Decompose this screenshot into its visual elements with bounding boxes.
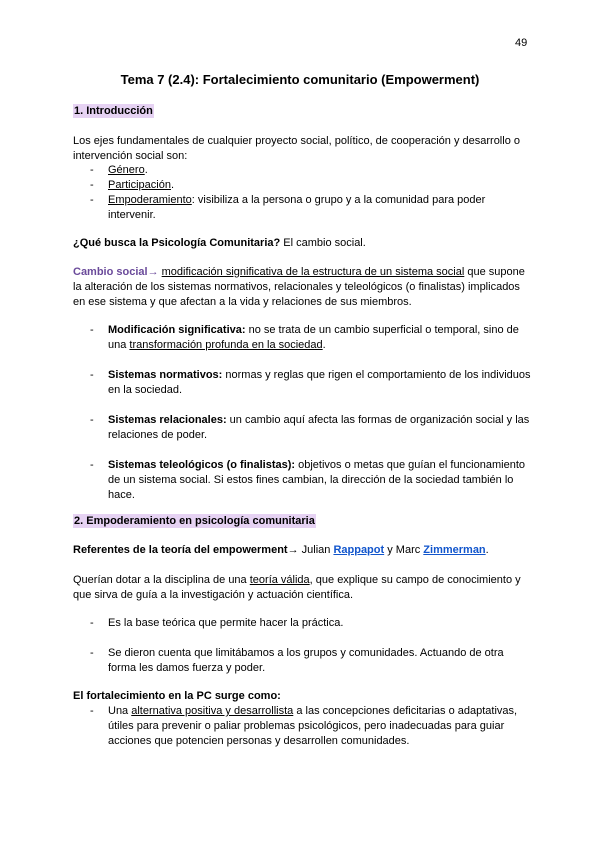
- list-item: - Es la base teórica que permite hacer la práctica.: [73, 616, 533, 631]
- list-item: - Participación.: [73, 178, 533, 193]
- list-item: - Empoderamiento: visibiliza a la persona o grupo y a la comunidad para poder intervenir.: [73, 193, 533, 223]
- page-number: 49: [515, 37, 528, 49]
- list-item: - Modificación significativa: no se trata de un cambio superficial o temporal, sino de una transformación profunda en la sociedad.: [73, 323, 533, 353]
- referentes-line: Referentes de la teoría del empowerment→ Julian Rappapot y Marc Zimmerman.: [73, 544, 489, 556]
- list-item: - Género.: [73, 163, 533, 178]
- definitions-list: [73, 323, 533, 503]
- section-1-heading: 1. Introducción: [74, 105, 153, 117]
- page-title: Tema 7 (2.4): Fortalecimiento comunitario (Empowerment): [120, 72, 480, 87]
- axes-list: [73, 163, 533, 223]
- pc-list: [73, 704, 533, 749]
- list-item: - Sistemas relacionales: un cambio aquí afecta las formas de organización social y las relaciones de poder.: [73, 413, 533, 443]
- question-line: ¿Qué busca la Psicología Comunitaria? El cambio social.: [73, 237, 366, 249]
- rappaport-link[interactable]: Rappapot: [333, 544, 385, 556]
- theory-paragraph: Querían dotar a la disciplina de una teoría válida, que explique su campo de conocimiento y que sirva de guía a la investigación y actuación científica.: [73, 574, 521, 601]
- pc-heading: El fortalecimiento en la PC surge como:: [73, 690, 281, 702]
- list-item: - Sistemas normativos: normas y reglas que rigen el comportamiento de los individuos en la sociedad.: [73, 368, 533, 398]
- theory-bullets: [73, 616, 533, 676]
- section-2-heading: 2. Empoderamiento en psicología comunitaria: [74, 515, 315, 527]
- intro-paragraph: Los ejes fundamentales de cualquier proyecto social, político, de cooperación y desarrollo o intervención social son:: [73, 135, 520, 162]
- zimmerman-link[interactable]: Zimmerman: [423, 544, 486, 556]
- list-item: - Se dieron cuenta que limitábamos a los grupos y comunidades. Actuando de otra forma les damos fuerza y poder.: [73, 646, 533, 676]
- list-item: - Sistemas teleológicos (o finalistas): objetivos o metas que guían el funcionamiento de un sistema social. Si estos fines cambian, la dirección de la sociedad también lo hace.: [73, 458, 533, 503]
- list-item: - Una alternativa positiva y desarrollista a las concepciones deficitarias o adaptativas, útiles para prevenir o paliar problemas psicológicos, pero inadecuadas para guiar acciones que potencien personas y desarrollen comunidades.: [73, 704, 533, 749]
- cambio-social-definition: Cambio social→ modificación significativa de la estructura de un sistema social que supone la alteración de los sistemas normativos, relacionales y teleológicos (o finalistas) implicados en ese sistema y que afectan a la vida y relaciones de sus miembros.: [73, 266, 525, 308]
